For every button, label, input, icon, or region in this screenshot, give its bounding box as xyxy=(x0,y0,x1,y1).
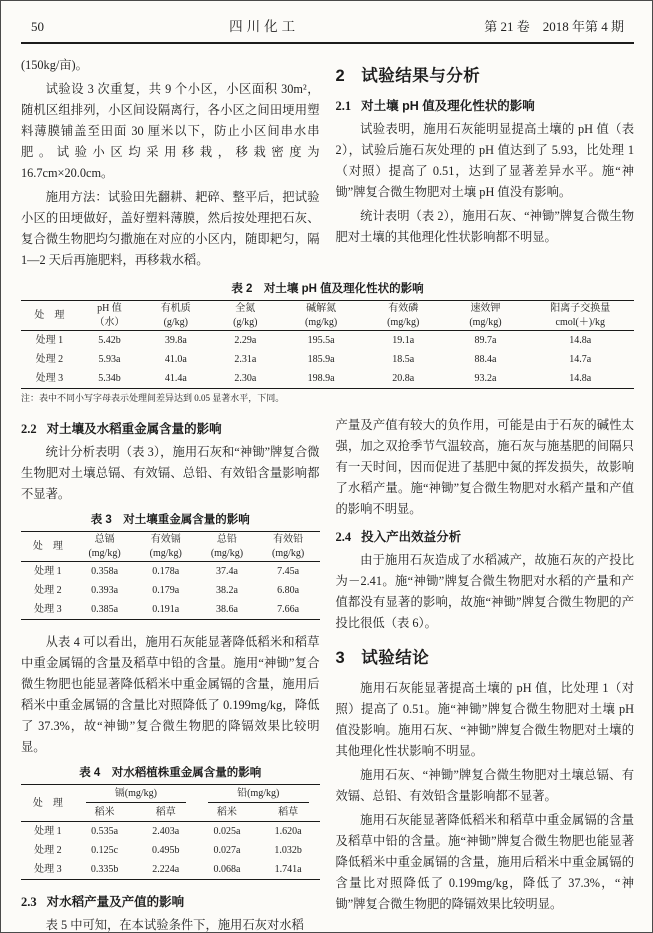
table-cell: 处理 2 xyxy=(34,845,62,856)
table-cell: 2.29a xyxy=(234,335,257,346)
table-cell: 1.741a xyxy=(274,864,302,875)
table-cell: 处理 3 xyxy=(34,864,62,875)
table4-sub-header: 稻草 xyxy=(257,804,320,822)
paragraph: 由于施用石灰造成了水稻减产，故施石灰的产投比为－2.41。施“神锄”牌复合微生物肥对水稻的产量和产值都没有显著的影响，故施“神锄”牌复合微生物肥的产投比很低（表 6）。 xyxy=(335,553,634,630)
table-row xyxy=(21,860,320,880)
table-cell: 处理 3 xyxy=(35,373,64,384)
table-cell: 7.66a xyxy=(277,604,300,615)
table-cell: 18.5a xyxy=(392,354,415,365)
table-cell: 89.7a xyxy=(474,335,497,346)
table-cell: 14.8a xyxy=(569,335,592,346)
table3-col-header: 处 理 xyxy=(21,532,75,562)
table4-group-header-row xyxy=(21,785,320,805)
table4-col-header: 处 理 xyxy=(21,785,75,822)
table-cell: 5.42b xyxy=(98,335,121,346)
table2-col-header: 有机质 (g/kg) xyxy=(141,301,211,331)
table-cell: 37.4a xyxy=(215,566,238,577)
table-cell: 处理 1 xyxy=(35,335,64,346)
table-cell: 处理 1 xyxy=(34,566,62,577)
volume-issue: 第 21 卷 2018 年第 4 期 xyxy=(484,19,624,34)
table4-title: 表 4 对水稻植株重金属含量的影响 xyxy=(79,767,262,779)
left-column-top xyxy=(21,52,320,274)
top-band xyxy=(21,52,634,274)
table2-title: 表 2 对土壤 pH 值及理化性状的影响 xyxy=(231,283,424,295)
right-column-top xyxy=(336,52,635,274)
table-cell: 20.8a xyxy=(392,373,415,384)
bottom-band xyxy=(21,412,634,933)
table3-col-header: 总铅 (mg/kg) xyxy=(197,532,257,562)
table2-header-row xyxy=(21,301,634,331)
table-cell: 处理 2 xyxy=(34,585,62,596)
paragraph: 表 5 中可知，在本试验条件下，施用石灰对水稻 xyxy=(45,918,304,932)
section-heading-3: 3 试验结论 xyxy=(335,649,430,667)
table-cell: 0.027a xyxy=(213,845,241,856)
table-cell: 0.125c xyxy=(91,845,119,856)
table-cell: 处理 2 xyxy=(35,354,64,365)
table-cell: 5.34b xyxy=(98,373,121,384)
table-row xyxy=(21,369,634,389)
journal-title: 四川化工 xyxy=(229,19,300,34)
table3-block xyxy=(21,511,320,620)
table-row xyxy=(21,331,634,351)
table-cell: 88.4a xyxy=(474,354,497,365)
paragraph: 统计表明（表 2），施用石灰、“神锄”牌复合微生物肥对土壤的其他理化性状影响都不明显。 xyxy=(335,209,634,244)
table-row xyxy=(21,600,320,620)
table-cell: 0.385a xyxy=(91,604,119,615)
table-cell: 5.93a xyxy=(98,354,121,365)
table-cell: 0.535a xyxy=(91,826,119,837)
table-cell: 41.0a xyxy=(164,354,187,365)
table4-group-header: 镉(mg/kg) xyxy=(75,785,197,805)
paragraph: 试验设 3 次重复，共 9 个小区，小区面积 30m²，随机区组排列，小区间设隔离行，各小区之间田埂用塑料薄膜铺盖至田面 30 厘米以下，防止小区间串水串肥。试验小区均采用移栽，移栽密度为 16.7cm×20.0cm。 xyxy=(21,82,320,180)
table3-col-header: 有效镉 (mg/kg) xyxy=(134,532,197,562)
table-cell: 0.393a xyxy=(91,585,119,596)
page-number: 50 xyxy=(31,19,44,34)
paragraph: 施用方法：试验田先翻耕、耙碎、整平后，把试验小区的田埂做好，盖好塑料薄膜，然后按处理把石灰、复合微生物肥均匀撒施在对应的小区内，随即耙匀，隔 1—2 天后再施肥料，再移栽水稻。 xyxy=(21,190,320,267)
table4-sub-header: 稻米 xyxy=(75,804,135,822)
table-cell: 38.2a xyxy=(215,585,238,596)
paragraph: 施用石灰能显著降低稻米和稻草中重金属镉的含量及稻草中铅的含量。施“神锄”牌复合微生物肥也能显著降低稻米中重金属镉的含量，施用后稻米中重金属镉的含量比对照降低了 0.199mg/kg，降低了 37.3%，“神锄”牌复合微生物肥的降镉效果比较明显。 xyxy=(335,813,634,911)
table2-block xyxy=(21,280,634,404)
table2-col-header: 碱解氮 (mg/kg) xyxy=(280,301,362,331)
table4-block xyxy=(21,764,320,880)
table-cell: 0.025a xyxy=(213,826,241,837)
table-cell: 处理 3 xyxy=(34,604,62,615)
section-heading-2-3: 2.3 对水稻产量及产值的影响 xyxy=(21,895,185,909)
table-row xyxy=(21,562,320,582)
paragraph: 产量及产值有较大的负作用，可能是由于石灰的碱性太强，加之双抢季节气温较高，施石灰与施基肥的间隔只有一天时间，因而促进了基肥中氮的挥发损失，故影响了水稻产量。施“神锄”复合微生物肥对水稻产量和产值的影响不明显。 xyxy=(335,418,634,516)
section-heading-2-1: 2.1 对土壤 pH 值及理化性状的影响 xyxy=(335,99,535,113)
table2-col-header: pH 值 （水） xyxy=(78,301,141,331)
table4-sub-header: 稻米 xyxy=(197,804,257,822)
table-cell: 195.5a xyxy=(307,335,335,346)
table-cell: 0.495b xyxy=(151,845,180,856)
table-cell: 14.8a xyxy=(569,373,592,384)
paragraph: 施用石灰能显著提高土壤的 pH 值，比处理 1（对照）提高了 0.51。施“神锄”牌复合微生物肥对土壤 pH 值没影响。施用石灰、“神锄”牌复合微生物肥对土壤的其他理化性状影响不明显。 xyxy=(335,681,634,758)
left-column-bottom xyxy=(21,412,320,933)
table2-col-header: 全氮 (g/kg) xyxy=(211,301,281,331)
table2-note: 注：表中不同小写字母表示处理间差异达到 0.05 显著水平，下同。 xyxy=(21,393,285,403)
table-cell: 93.2a xyxy=(474,373,497,384)
table-cell: 1.620a xyxy=(274,826,302,837)
table-cell: 2.30a xyxy=(234,373,257,384)
paragraph: (150kg/亩)。 xyxy=(21,58,88,72)
table-cell: 2.31a xyxy=(234,354,257,365)
paragraph: 统计分析表明（表 3），施用石灰和“神锄”牌复合微生物肥对土壤总镉、有效镉、总铅、有效铅含量影响都不显著。 xyxy=(21,445,320,501)
table-cell: 0.068a xyxy=(213,864,241,875)
table-cell: 0.191a xyxy=(152,604,180,615)
table-cell: 0.178a xyxy=(152,566,180,577)
table-cell: 19.1a xyxy=(392,335,415,346)
running-head xyxy=(21,11,634,44)
table2 xyxy=(21,300,634,389)
table4-group-header: 铅(mg/kg) xyxy=(197,785,319,805)
table3 xyxy=(21,531,320,620)
paragraph: 施用石灰、“神锄”牌复合微生物肥对土壤总镉、有效镉、总铅、有效铅含量影响都不显著。 xyxy=(335,768,634,803)
table3-title: 表 3 对土壤重金属含量的影响 xyxy=(90,514,250,526)
table-cell: 0.179a xyxy=(152,585,180,596)
section-heading-2: 2 试验结果与分析 xyxy=(335,67,481,85)
table2-col-header: 处 理 xyxy=(21,301,78,331)
table-cell: 198.9a xyxy=(307,373,335,384)
table-cell: 处理 1 xyxy=(34,826,62,837)
right-column-bottom xyxy=(336,412,635,933)
table3-col-header: 有效铅 (mg/kg) xyxy=(257,532,320,562)
table2-col-header: 阳离子交换量 cmol(＋)/kg xyxy=(527,301,634,331)
table3-header-row xyxy=(21,532,320,562)
table-cell: 2.224a xyxy=(152,864,180,875)
table-cell: 0.358a xyxy=(91,566,119,577)
paragraph: 从表 4 可以看出，施用石灰能显著降低稻米和稻草中重金属镉的含量及稻草中铅的含量。施用“神锄”复合微生物肥也能显著降低稻米中重金属镉的含量，施用后稻米中重金属镉的含量比对照降低了 0.199mg/kg，降低了 37.3%，故“神锄”复合微生物肥的降镉效果比较明显。 xyxy=(21,635,320,754)
table3-col-header: 总镉 (mg/kg) xyxy=(75,532,135,562)
table2-col-header: 速效钾 (mg/kg) xyxy=(444,301,526,331)
table-cell: 1.032b xyxy=(274,845,302,856)
table4-sub-header: 稻草 xyxy=(134,804,197,822)
table-row xyxy=(21,841,320,860)
table-cell: 6.80a xyxy=(277,585,300,596)
section-heading-2-2: 2.2 对土壤及水稻重金属含量的影响 xyxy=(21,422,222,436)
paragraph: 试验表明，施用石灰能明显提高土壤的 pH 值（表 2），试验后施石灰处理的 pH 值达到了 5.93，比处理 1（对照）提高了 0.51，达到了显著差异水平。施“神锄”牌复合微生物肥对土壤 pH 值没有影响。 xyxy=(335,122,634,199)
table-cell: 185.9a xyxy=(307,354,335,365)
table-row xyxy=(21,581,320,600)
table-cell: 38.6a xyxy=(215,604,238,615)
table-cell: 0.335b xyxy=(90,864,119,875)
section-heading-2-4: 2.4 投入产出效益分析 xyxy=(335,530,462,544)
table-row xyxy=(21,350,634,369)
table4 xyxy=(21,784,320,880)
table-row xyxy=(21,822,320,842)
table-cell: 39.8a xyxy=(164,335,187,346)
table-cell: 2.403a xyxy=(152,826,180,837)
table-cell: 41.4a xyxy=(164,373,187,384)
table2-col-header: 有效磷 (mg/kg) xyxy=(362,301,444,331)
table-cell: 7.45a xyxy=(277,566,300,577)
table-cell: 14.7a xyxy=(569,354,592,365)
